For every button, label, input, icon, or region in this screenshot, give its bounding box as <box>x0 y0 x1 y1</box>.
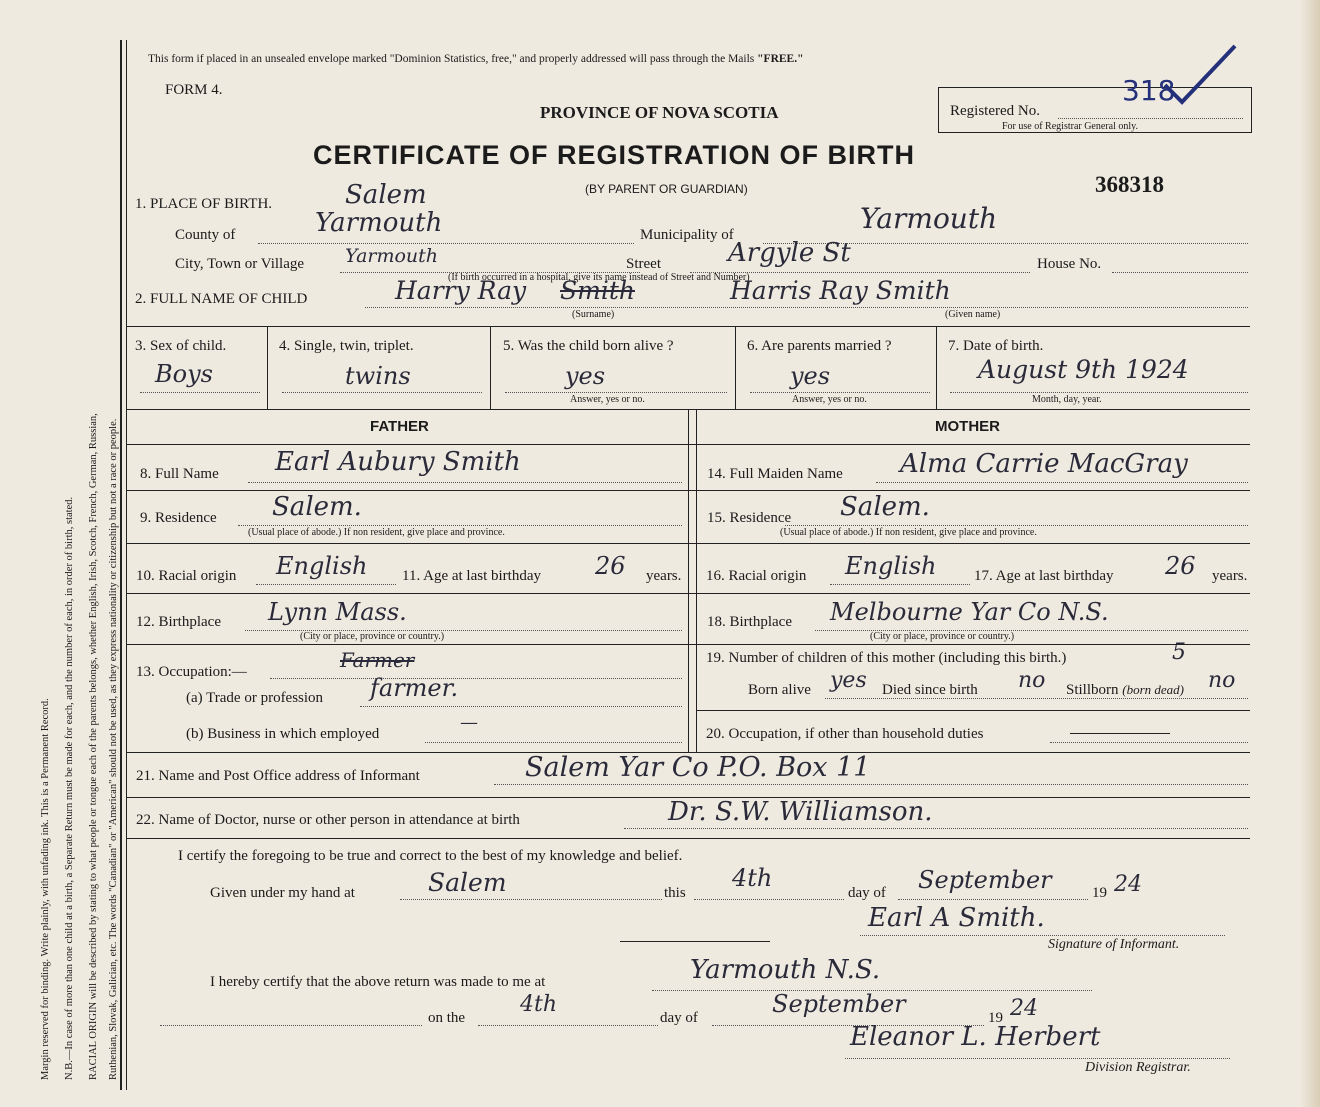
house-label: House No. <box>1037 256 1102 272</box>
rule-headings <box>126 444 1250 445</box>
died-value: no <box>1018 668 1046 693</box>
child-given-value: Harry Ray <box>395 276 527 305</box>
informant-line <box>494 784 1248 785</box>
child-surname-struck: Smith <box>560 276 635 305</box>
born-alive-count-value: yes <box>830 668 867 693</box>
trade-label: (a) Trade or profession <box>186 690 324 706</box>
province-heading: PROVINCE OF NOVA SCOTIA <box>540 103 779 122</box>
mother-heading: MOTHER <box>935 418 1000 435</box>
married-label: 6. Are parents married ? <box>747 338 892 354</box>
married-caption: Answer, yes or no. <box>792 394 867 405</box>
father-age-value: 26 <box>595 552 626 580</box>
born-alive-line <box>825 698 1248 699</box>
father-birthplace-value: Lynn Mass. <box>268 598 407 626</box>
serial-number: 368318 <box>1095 172 1164 197</box>
surname-caption: (Surname) <box>572 309 615 320</box>
born-alive-count-label: Born alive <box>748 682 811 698</box>
registrar-signature-line <box>845 1058 1230 1059</box>
registrar-place: Yarmouth N.S. <box>690 955 881 985</box>
rule-row-12 <box>126 644 1250 645</box>
county-label: County of <box>175 227 236 243</box>
mother-name-value: Alma Carrie MacGray <box>900 449 1188 479</box>
married-value: yes <box>790 362 831 390</box>
given-place: Salem <box>428 868 507 897</box>
children-label: 19. Number of children of this mother (including this birth.) <box>706 650 1067 666</box>
father-occupation-label: 13. Occupation:— <box>136 664 247 680</box>
divider <box>936 326 937 409</box>
dob-value: August 9th 1924 <box>978 355 1189 384</box>
rule-row-8 <box>126 490 1250 491</box>
registered-line <box>1058 118 1243 119</box>
margin-note-4: Ruthenian, Slovak, Galician, etc. The words "Canadian" or "American" should not be used, as they express nationality or citizenship but not a race or people. <box>108 418 119 1080</box>
cert-day-label: day of <box>848 885 886 901</box>
father-years: years. <box>646 568 682 584</box>
cert-day: 4th <box>732 864 773 892</box>
margin-note-3: RACIAL ORIGIN will be described by stating to what people or tongue each of the parents belongs, whether English, Irish, Scotch, French, German, Russian, <box>88 413 99 1080</box>
sex-line <box>140 392 260 393</box>
informant-signature-caption: Signature of Informant. <box>1048 937 1180 952</box>
reg-month: September <box>772 990 906 1018</box>
dob-line <box>950 392 1248 393</box>
father-racial-value: English <box>276 552 368 580</box>
margin-note-2: N.B.—In case of more than one child at a birth, a Separate Return must be made for each, and the number of each, in order of birth, stated. <box>64 496 75 1080</box>
mother-birthplace-value: Melbourne Yar Co N.S. <box>830 598 1109 626</box>
mother-residence-caption: (Usual place of abode.) If non resident, give place and province. <box>780 527 1037 538</box>
father-residence-value: Salem. <box>272 492 362 522</box>
reg-year-prefix: 19 <box>988 1010 1003 1026</box>
mother-occupation-dash <box>1070 733 1170 734</box>
child-corrected-name: Harris Ray Smith <box>730 276 951 305</box>
street-value: Argyle St <box>728 238 851 268</box>
given-caption: (Given name) <box>945 309 1001 320</box>
dob-label: 7. Date of birth. <box>948 338 1044 354</box>
born-alive-caption: Answer, yes or no. <box>570 394 645 405</box>
stillborn-label: Stillborn (born dead) <box>1066 682 1185 698</box>
registrar-blank-line <box>160 1025 422 1026</box>
paper-edge <box>1300 0 1320 1107</box>
mother-occupation-line <box>1050 742 1248 743</box>
doctor-label: 22. Name of Doctor, nurse or other person in attendance at birth <box>136 812 520 828</box>
reg-year: 24 <box>1010 996 1038 1021</box>
county-value: Yarmouth <box>315 208 443 238</box>
rule-row-19 <box>696 710 1250 711</box>
doctor-line <box>624 828 1248 829</box>
mother-occupation-label: 20. Occupation, if other than household duties <box>706 726 984 742</box>
father-residence-label: 9. Residence <box>140 510 217 526</box>
business-value: — <box>460 712 478 733</box>
registered-value: 318 <box>1122 74 1176 107</box>
business-line <box>425 742 682 743</box>
city-label: City, Town or Village <box>175 256 305 272</box>
on-the-label: on the <box>428 1010 466 1026</box>
mother-age-label: 17. Age at last birthday <box>974 568 1114 584</box>
margin-rule-inner <box>126 40 127 1090</box>
born-alive-label: 5. Was the child born alive ? <box>503 338 674 354</box>
mother-age-value: 26 <box>1165 552 1196 580</box>
sex-value: Boys <box>155 360 213 388</box>
cert-month: September <box>918 866 1052 894</box>
father-racial-line <box>256 584 396 585</box>
informant-value: Salem Yar Co P.O. Box 11 <box>525 752 871 783</box>
born-alive-line <box>505 392 727 393</box>
mother-residence-line <box>785 525 1248 526</box>
city-value: Yarmouth <box>345 245 439 267</box>
municipality-value: Yarmouth <box>860 202 998 235</box>
died-label: Died since birth <box>882 682 978 698</box>
trade-value: farmer. <box>370 674 459 702</box>
divider <box>735 326 736 409</box>
father-heading: FATHER <box>370 418 429 435</box>
parents-divider-2 <box>696 409 697 752</box>
father-residence-line <box>238 525 682 526</box>
street-label: Street <box>626 256 661 272</box>
children-value: 5 <box>1172 640 1186 665</box>
this-label: this <box>664 885 686 901</box>
form-number: FORM 4. <box>165 82 223 98</box>
reg-day-label: day of <box>660 1010 698 1026</box>
rule-before-details <box>126 326 1250 327</box>
registrar-caption: Division Registrar. <box>1085 1060 1191 1075</box>
mother-name-label: 14. Full Maiden Name <box>707 466 843 482</box>
born-alive-value: yes <box>565 362 606 390</box>
father-birthplace-caption: (City or place, province or country.) <box>300 631 445 642</box>
given-place-line <box>400 899 662 900</box>
father-age-label: 11. Age at last birthday <box>402 568 541 584</box>
father-name-line <box>248 482 682 483</box>
father-birthplace-label: 12. Birthplace <box>136 614 221 630</box>
father-occupation-struck: Farmer <box>340 648 415 672</box>
rule-row-22 <box>126 838 1250 839</box>
mother-racial-line <box>830 584 970 585</box>
father-occupation-line <box>270 678 682 679</box>
margin-rule <box>120 40 122 1090</box>
father-residence-caption: (Usual place of abode.) If non resident, give place and province. <box>248 527 505 538</box>
informant-signature: Earl A Smith. <box>868 903 1045 933</box>
place-of-birth-value: Salem <box>345 180 427 210</box>
stillborn-value: no <box>1208 668 1236 693</box>
mother-years: years. <box>1212 568 1248 584</box>
separator-rule <box>620 941 770 942</box>
business-label: (b) Business in which employed <box>186 726 380 742</box>
house-line <box>1112 272 1248 273</box>
registrar-statement: I hereby certify that the above return was made to me at <box>210 974 546 990</box>
father-racial-label: 10. Racial origin <box>136 568 237 584</box>
cert-day-line <box>694 899 844 900</box>
registered-label: Registered No. <box>950 103 1040 119</box>
child-name-label: 2. FULL NAME OF CHILD <box>135 291 308 307</box>
divider <box>267 326 268 409</box>
checkmark-icon <box>1160 40 1240 110</box>
certificate-title: CERTIFICATE OF REGISTRATION OF BIRTH <box>313 140 915 170</box>
informant-label: 21. Name and Post Office address of Informant <box>136 768 420 784</box>
child-name-line <box>365 307 1248 308</box>
plurality-line <box>282 392 482 393</box>
informant-signature-line <box>860 935 1225 936</box>
rule-row-9 <box>126 543 1250 544</box>
sex-label: 3. Sex of child. <box>135 338 227 354</box>
rule-row-10 <box>126 593 1250 594</box>
doctor-value: Dr. S.W. Williamson. <box>668 797 933 827</box>
mother-name-line <box>876 482 1248 483</box>
divider <box>490 326 491 409</box>
cert-year-prefix: 19 <box>1092 885 1107 901</box>
certify-statement: I certify the foregoing to be true and correct to the best of my knowledge and belief. <box>178 848 683 864</box>
plurality-value: twins <box>345 362 411 390</box>
mother-residence-label: 15. Residence <box>707 510 792 526</box>
trade-line <box>360 706 682 707</box>
dob-caption: Month, day, year. <box>1032 394 1102 405</box>
cert-year: 24 <box>1114 872 1142 897</box>
mother-birthplace-label: 18. Birthplace <box>707 614 792 630</box>
county-line <box>258 243 634 244</box>
mail-note: This form if placed in an unsealed envelope marked "Dominion Statistics, free," and properly addressed will pass through the Mails "FREE." <box>148 53 804 65</box>
mother-birthplace-caption: (City or place, province or country.) <box>870 631 1015 642</box>
mother-racial-value: English <box>845 552 937 580</box>
married-line <box>750 392 930 393</box>
municipality-label: Municipality of <box>640 227 734 243</box>
registrar-signature: Eleanor L. Herbert <box>850 1022 1101 1052</box>
place-of-birth-label: 1. PLACE OF BIRTH. <box>135 196 273 212</box>
reg-day-line <box>478 1025 658 1026</box>
registered-note: For use of Registrar General only. <box>1002 121 1138 132</box>
reg-day: 4th <box>520 992 558 1017</box>
cert-month-line <box>898 899 1088 900</box>
father-name-value: Earl Aubury Smith <box>275 447 521 477</box>
hospital-note: (If birth occurred in a hospital, give its name instead of Street and Number) <box>448 272 750 283</box>
margin-note-1: Margin reserved for binding. Write plainly, with unfading ink. This is a Permanent Record. <box>40 698 51 1080</box>
given-label: Given under my hand at <box>210 885 355 901</box>
plurality-label: 4. Single, twin, triplet. <box>279 338 414 354</box>
mother-racial-label: 16. Racial origin <box>706 568 807 584</box>
mother-residence-value: Salem. <box>840 492 930 522</box>
certificate-subtitle: (BY PARENT OR GUARDIAN) <box>585 182 748 196</box>
parents-divider <box>688 409 689 752</box>
father-name-label: 8. Full Name <box>140 466 219 482</box>
